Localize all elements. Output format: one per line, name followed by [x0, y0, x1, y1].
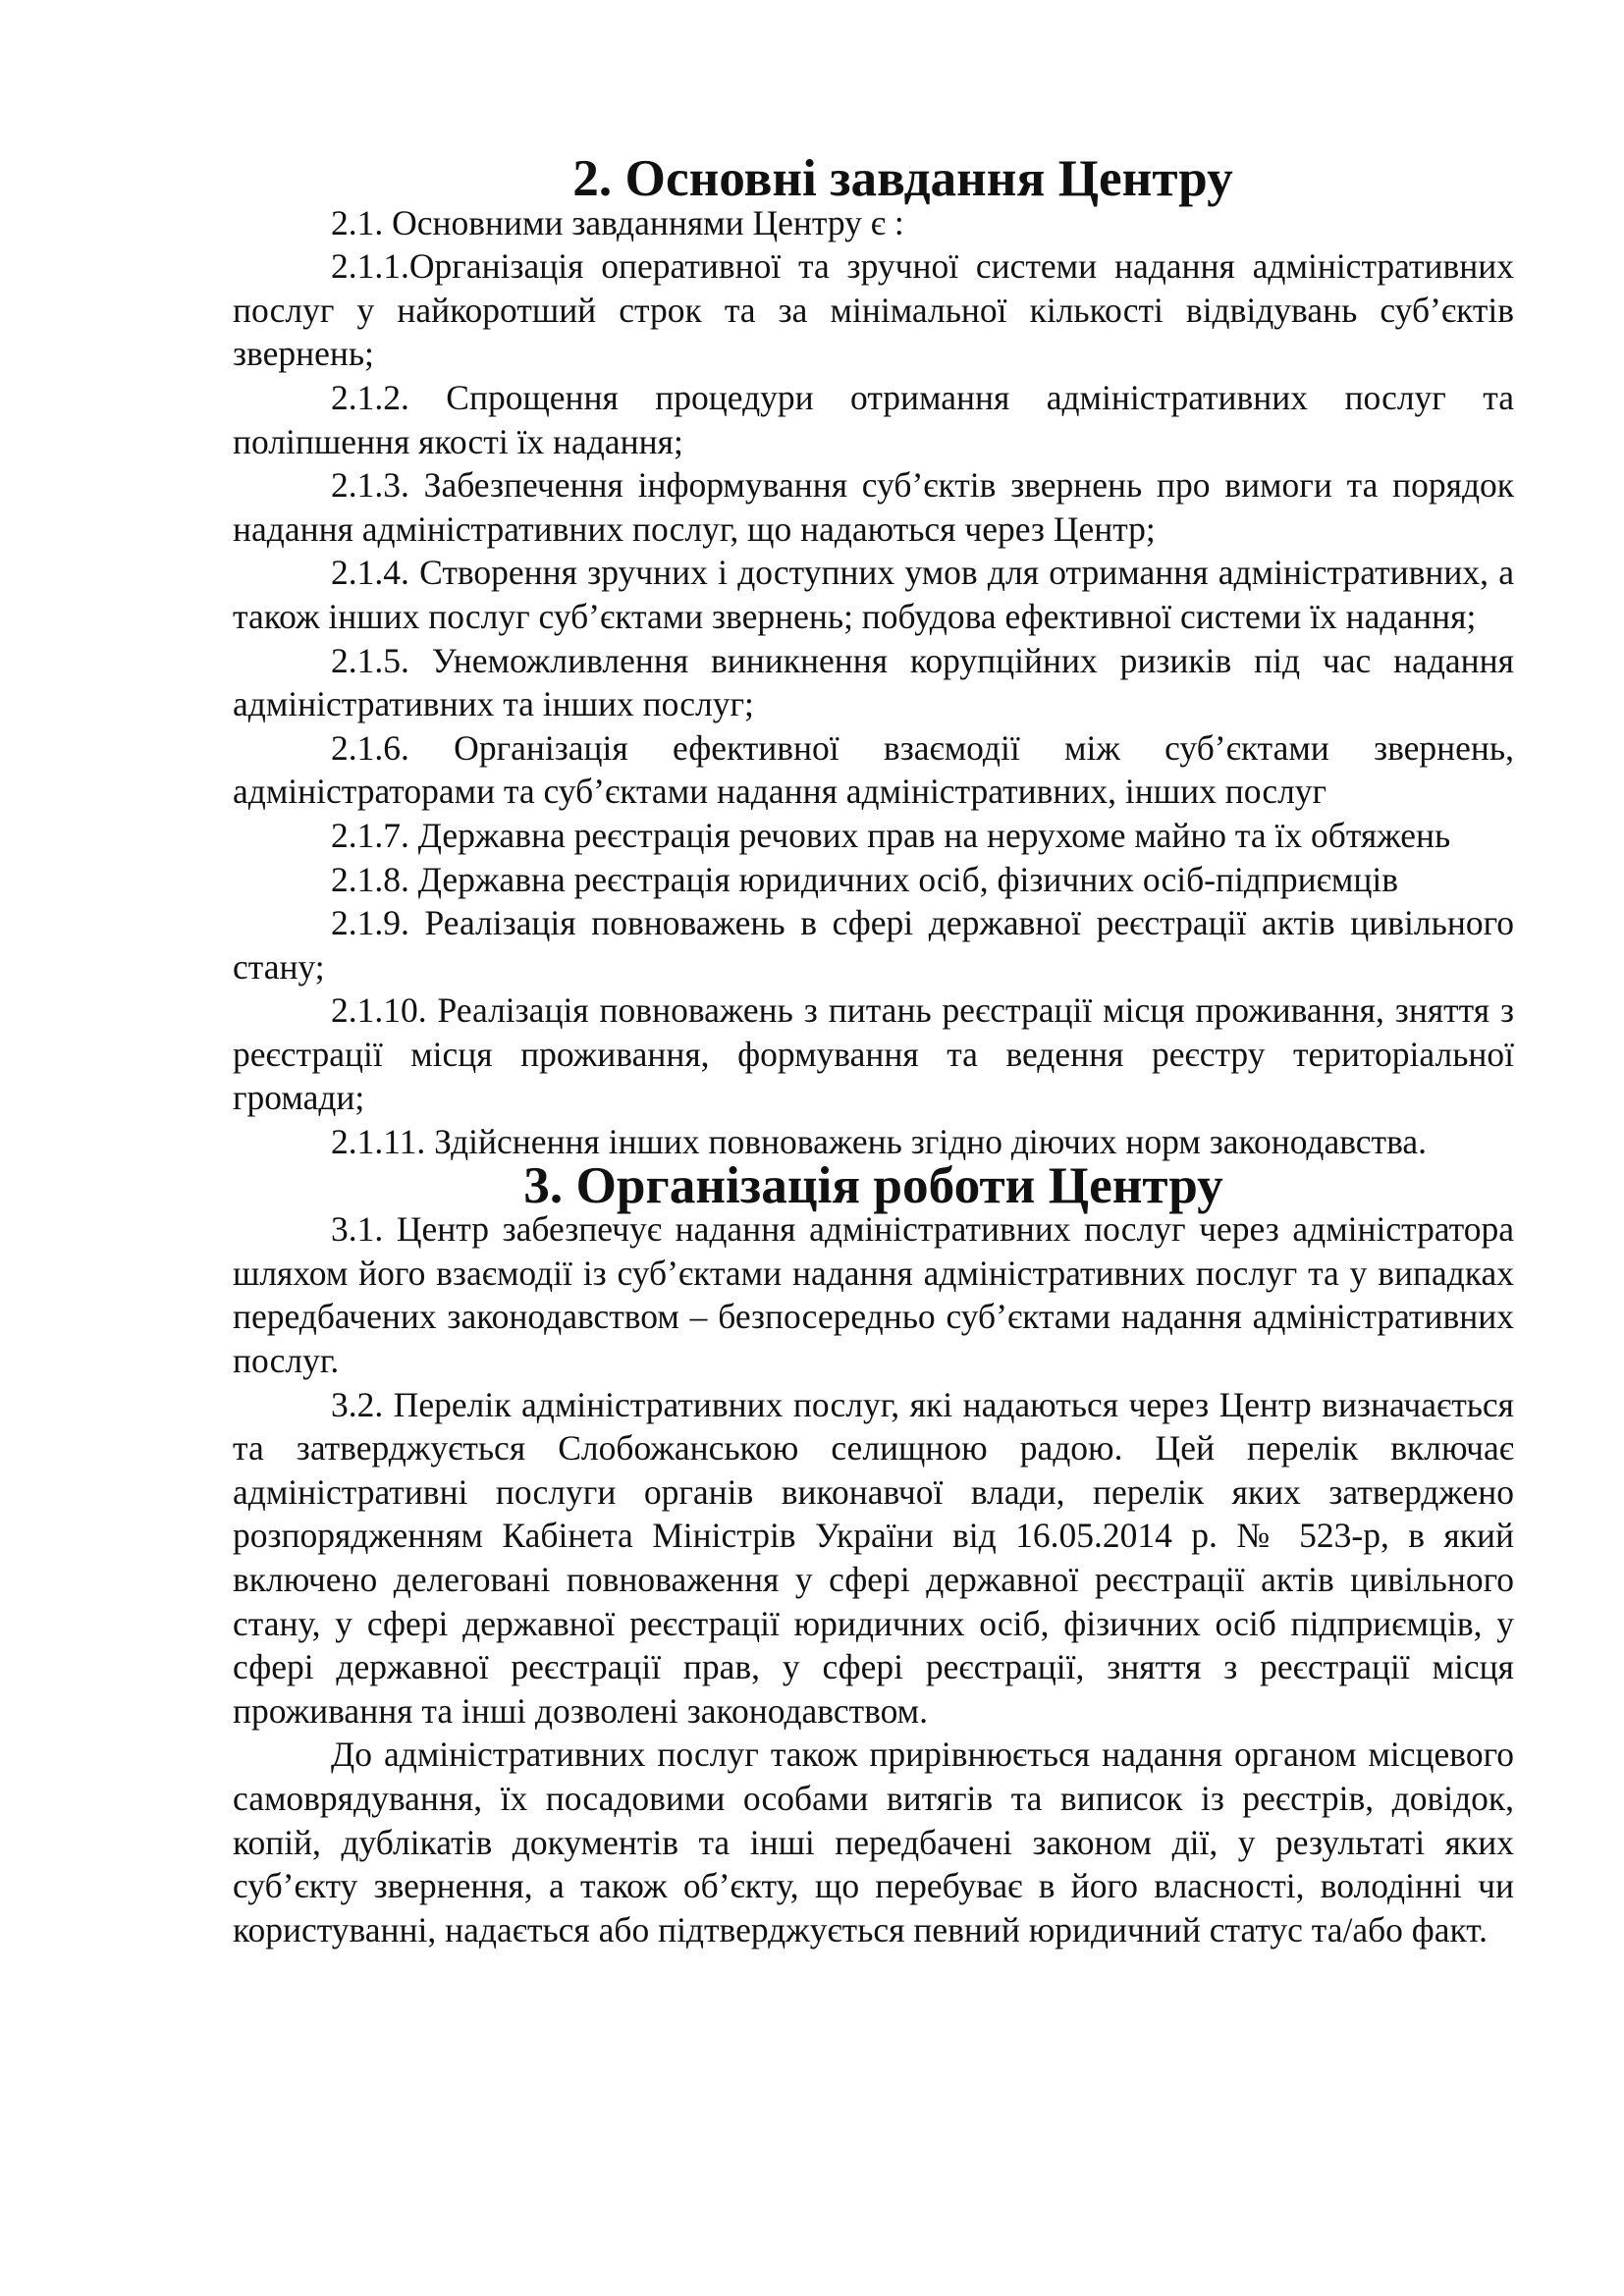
paragraph-3-1: 3.1. Центр забезпечує надання адміністративних послуг через адміністратора шляхом його взаємодії із суб’єктами надання адміністративних послуг та у випадках передбачених законодавством – безпосередньо суб’єктами надання адміністративних послуг. [233, 1209, 1514, 1381]
paragraph-3-2-extra: До адміністративних послуг також прирівнюється надання органом місцевого самоврядування, їх посадовими особами витягів та виписок із реєстрів, довідок, копій, дублікатів документів та інші передбачені законом дії, у результаті яких суб’єкту звернення, а також об’єкту, що перебуває в його власності, володінні чи користуванні, надається або підтверджується певний юридичний статус та/або факт. [233, 1735, 1514, 1949]
paragraph-2-1-11: 2.1.11. Здійснення інших повноважень згідно діючих норм законодавства. [331, 1122, 1427, 1162]
paragraph-2-1-8: 2.1.8. Державна реєстрація юридичних осіб, фізичних осіб-підприємців [331, 859, 1398, 899]
paragraph-2-1-2: 2.1.2. Спрощення процедури отримання адміністративних послуг та поліпшення якості їх надання; [233, 377, 1514, 461]
paragraph-2-1-9: 2.1.9. Реалізація повноважень в сфері державної реєстрації актів цивільного стану; [233, 903, 1514, 987]
paragraph-2-1-7: 2.1.7. Державна реєстрація речових прав на нерухоме майно та їх обтяжень [331, 815, 1451, 855]
paragraph-3-2: 3.2. Перелік адміністративних послуг, які надаються через Центр визначається та затверджується Слобожанською селищною радою. Цей перелік включає адміністративні послуги органів виконавчої влади, перелік яких затверджено розпорядженням Кабінета Міністрів України від 16.05.2014 р. № 523-р, в який включено делеговані повноваження у сфері державної реєстрації актів цивільного стану, у сфері державної реєстрації юридичних осіб, фізичних осіб підприємців, у сфері державної реєстрації прав, у сфері реєстрації, зняття з реєстрації місця проживання та інші дозволені законодавством. [233, 1384, 1514, 1731]
paragraph-2-1-1: 2.1.1.Організація оперативної та зручної системи надання адміністративних послуг у найкоротший строк та за мінімальної кількості відвідувань суб’єктів звернень; [233, 246, 1514, 374]
paragraph-2-1: 2.1. Основними завданнями Центру є : [331, 202, 904, 242]
paragraph-2-1-3: 2.1.3. Забезпечення інформування суб’єктів звернень про вимоги та порядок надання адміністративних послуг, що надаються через Центр; [233, 465, 1514, 549]
paragraph-2-1-10: 2.1.10. Реалізація повноважень з питань реєстрації місця проживання, зняття з реєстрації місця проживання, формування та ведення реєстру територіальної громади; [233, 990, 1514, 1118]
paragraph-2-1-5: 2.1.5. Унеможливлення виникнення корупційних ризиків під час надання адміністративних та інших послуг; [233, 640, 1514, 724]
paragraph-2-1-6: 2.1.6. Організація ефективної взаємодії між суб’єктами звернень, адміністраторами та суб’єктами надання адміністративних, інших послуг [233, 727, 1514, 812]
document-page [233, 149, 1514, 1951]
section-3-heading: 3. Організація роботи Центру [523, 1155, 1223, 1214]
paragraph-2-1-4: 2.1.4. Створення зручних і доступних умов для отримання адміністративних, а також інших послуг суб’єктами звернень; побудова ефективної системи їх надання; [233, 553, 1514, 636]
section-2-heading: 2. Основні завдання Центру [572, 149, 1233, 207]
